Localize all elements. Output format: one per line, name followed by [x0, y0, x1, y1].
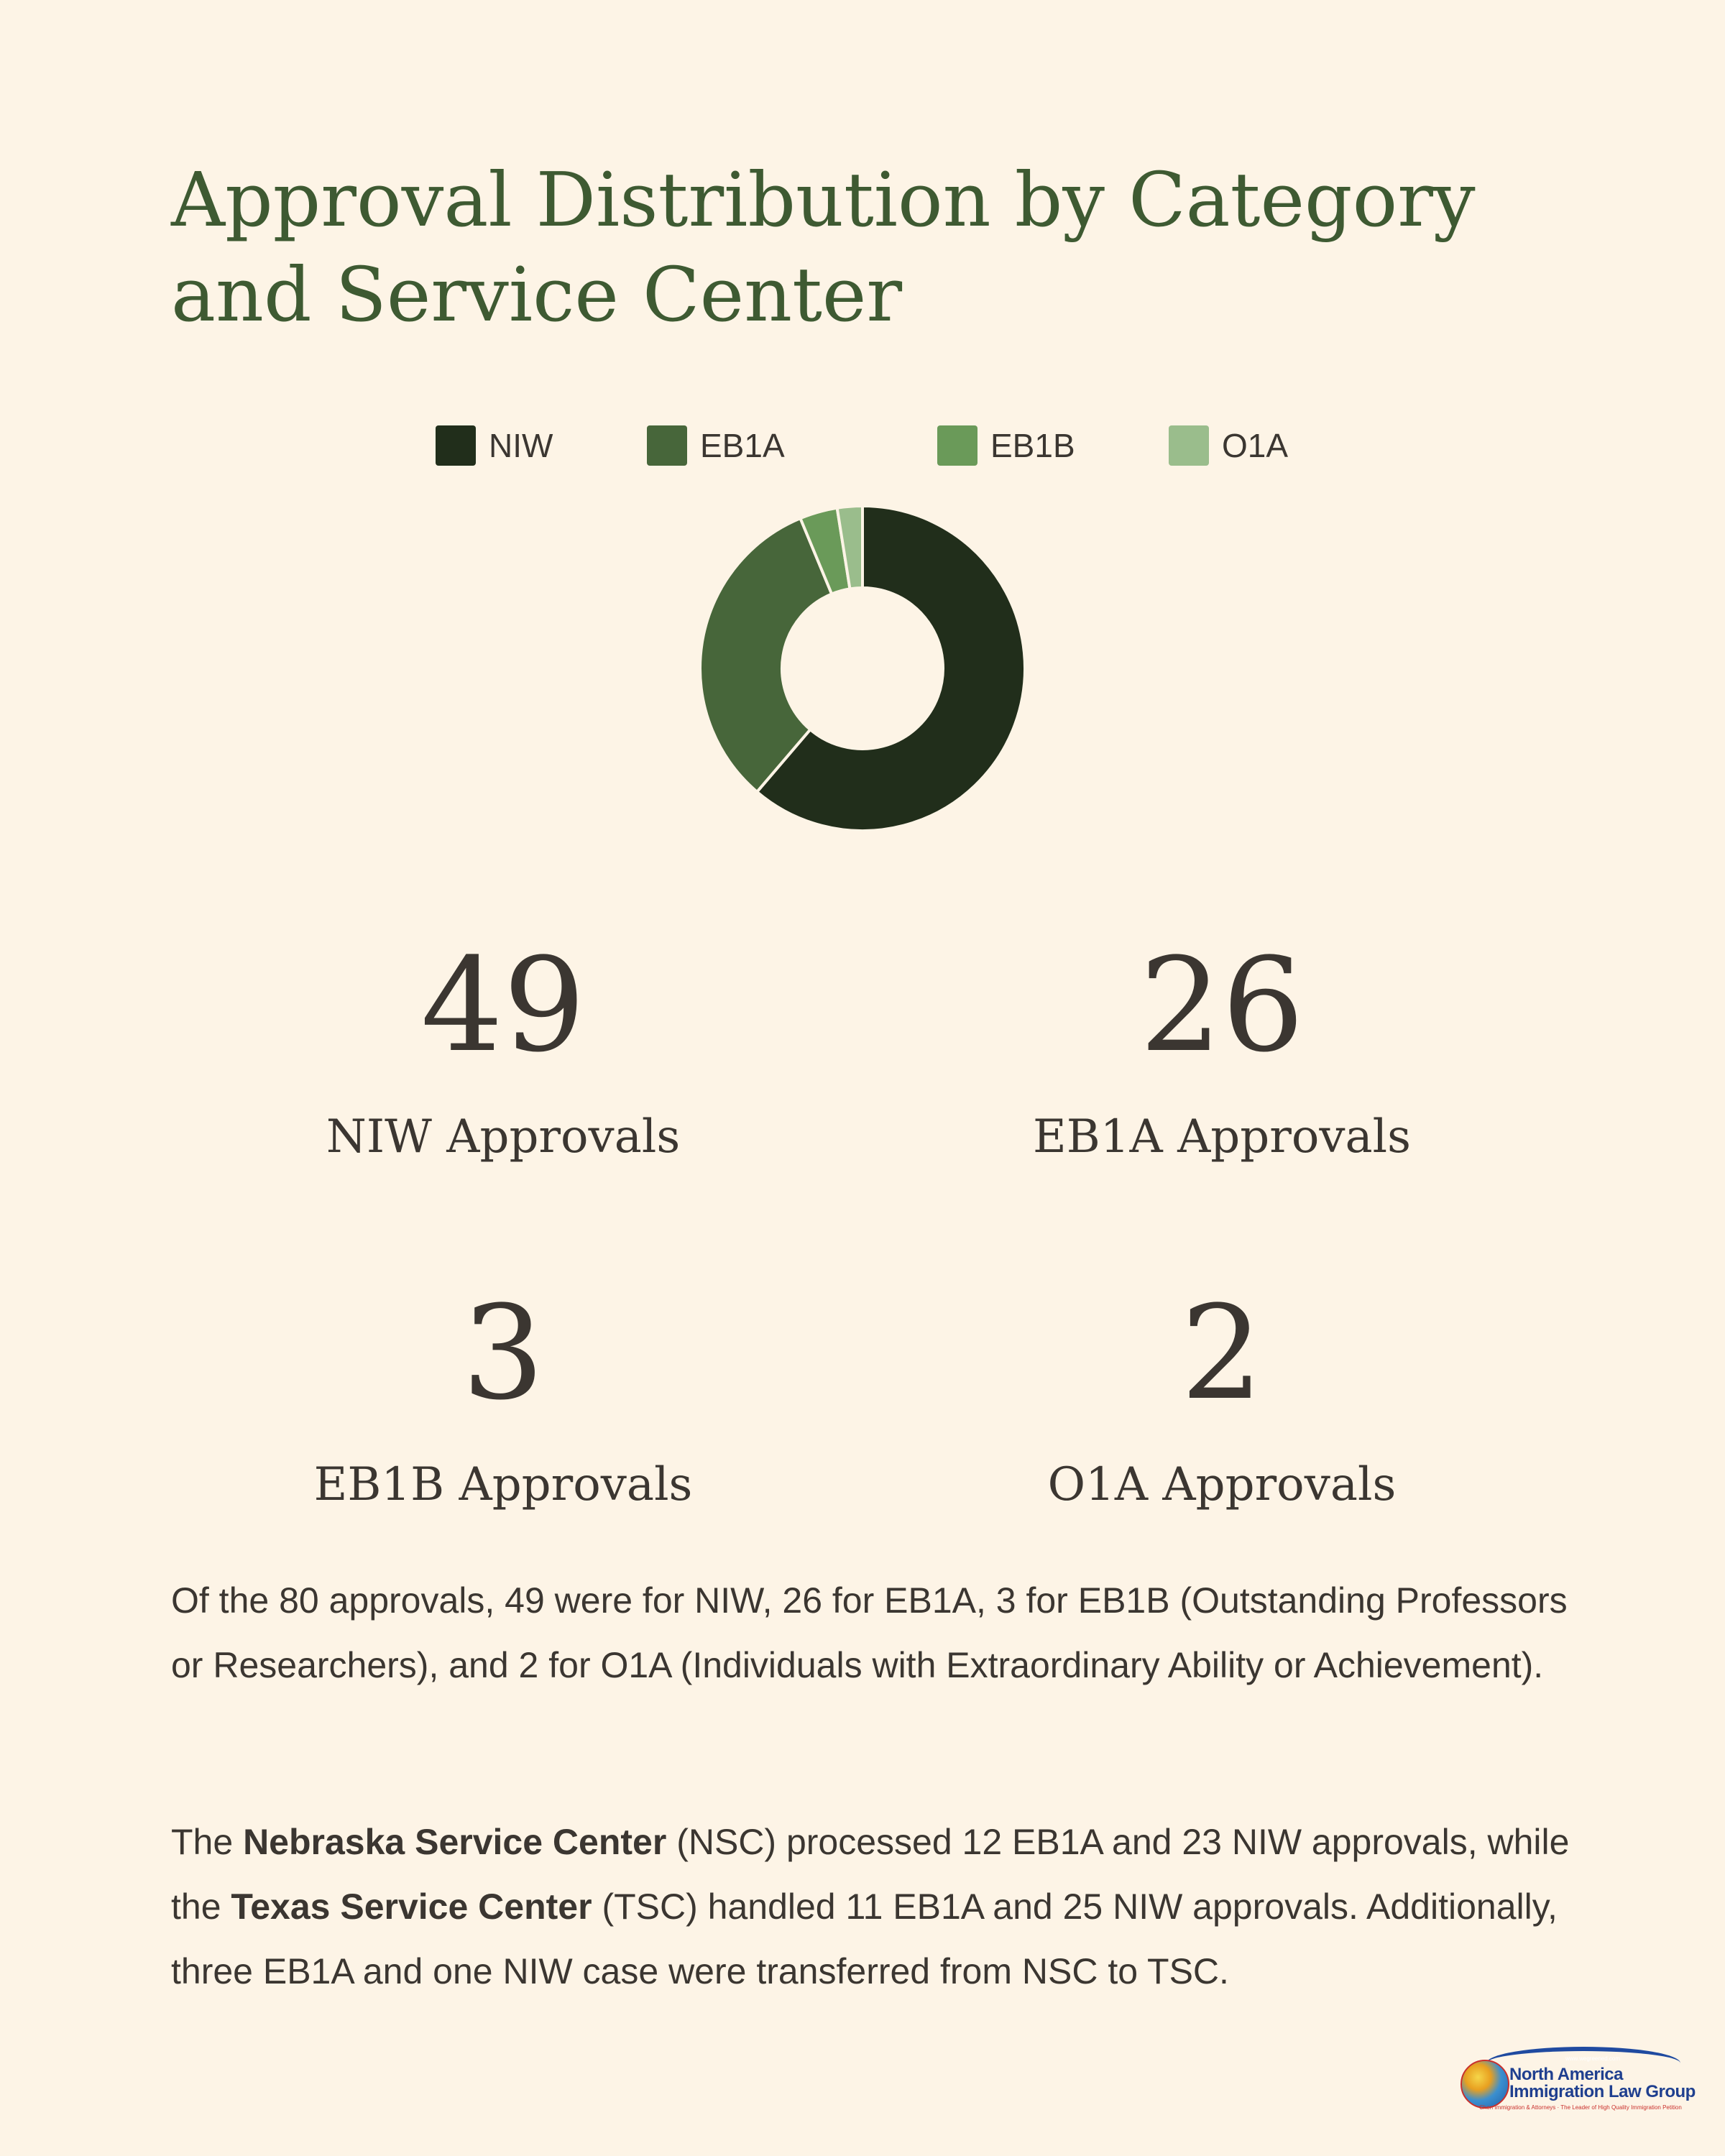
texas-service-center-name: Texas Service Center — [231, 1886, 592, 1927]
page-title: Approval Distribution by Category and Service Center — [171, 156, 1476, 338]
logo-url: www.wegreened.com — [1565, 2055, 1621, 2062]
stat-label-eb1b: EB1B Approvals — [313, 1458, 693, 1511]
legend-label-o1a: O1A — [1222, 427, 1289, 464]
company-logo — [1458, 2047, 1696, 2119]
legend-label-eb1a: EB1A — [700, 427, 785, 464]
legend-swatch-eb1a — [647, 425, 687, 466]
para2-text-3: (TSC) handled 11 EB1A and 25 NIW approvals. Additionally, three EB1A and one NIW case were transferred from NSC to TSC. — [171, 1886, 1558, 1991]
legend-item-niw — [436, 424, 553, 467]
logo-line-2: Immigration Law Group — [1509, 2082, 1696, 2101]
legend-label-eb1b: EB1B — [990, 427, 1075, 464]
legend-item-eb1a — [647, 424, 785, 467]
nebraska-service-center-name: Nebraska Service Center — [243, 1822, 667, 1862]
stat-niw — [216, 931, 791, 1166]
para2-text-2: (NSC) processed 12 EB1A and 23 NIW approvals, while the — [171, 1822, 1570, 1927]
stat-eb1a — [934, 931, 1509, 1166]
logo-line-1: North America — [1509, 2065, 1623, 2084]
chart-legend — [436, 424, 1370, 467]
stat-eb1b — [216, 1279, 791, 1514]
stat-value-eb1a: 26 — [1139, 931, 1305, 1081]
stat-label-niw: NIW Approvals — [326, 1110, 681, 1164]
legend-item-o1a — [1169, 424, 1288, 467]
legend-swatch-eb1b — [937, 425, 978, 466]
stat-label-o1a: O1A Approvals — [1047, 1458, 1397, 1511]
donut-chart — [694, 500, 1031, 837]
stat-o1a — [934, 1279, 1509, 1514]
legend-label-niw: NIW — [489, 427, 553, 464]
summary-paragraph: Of the 80 approvals, 49 were for NIW, 26 for EB1A, 3 for EB1B (Outstanding Professors or Researchers), and 2 for O1A (Individuals with Extraordinary Ability or Achievement). — [171, 1580, 1568, 1685]
legend-swatch-o1a — [1169, 425, 1209, 466]
stat-value-eb1b: 3 — [461, 1279, 545, 1429]
stat-value-o1a: 2 — [1180, 1279, 1264, 1429]
globe-icon — [1460, 2060, 1509, 2109]
logo-tagline: Chen Immigration & Attorneys · The Leader of High Quality Immigration Petition — [1479, 2104, 1682, 2111]
stat-label-eb1a: EB1A Approvals — [1033, 1110, 1411, 1164]
para2-text-1: The — [171, 1822, 244, 1862]
legend-swatch-niw — [436, 425, 476, 466]
legend-item-eb1b — [937, 424, 1075, 467]
service-center-paragraph — [171, 1810, 1580, 2004]
stat-value-niw: 49 — [420, 931, 586, 1081]
